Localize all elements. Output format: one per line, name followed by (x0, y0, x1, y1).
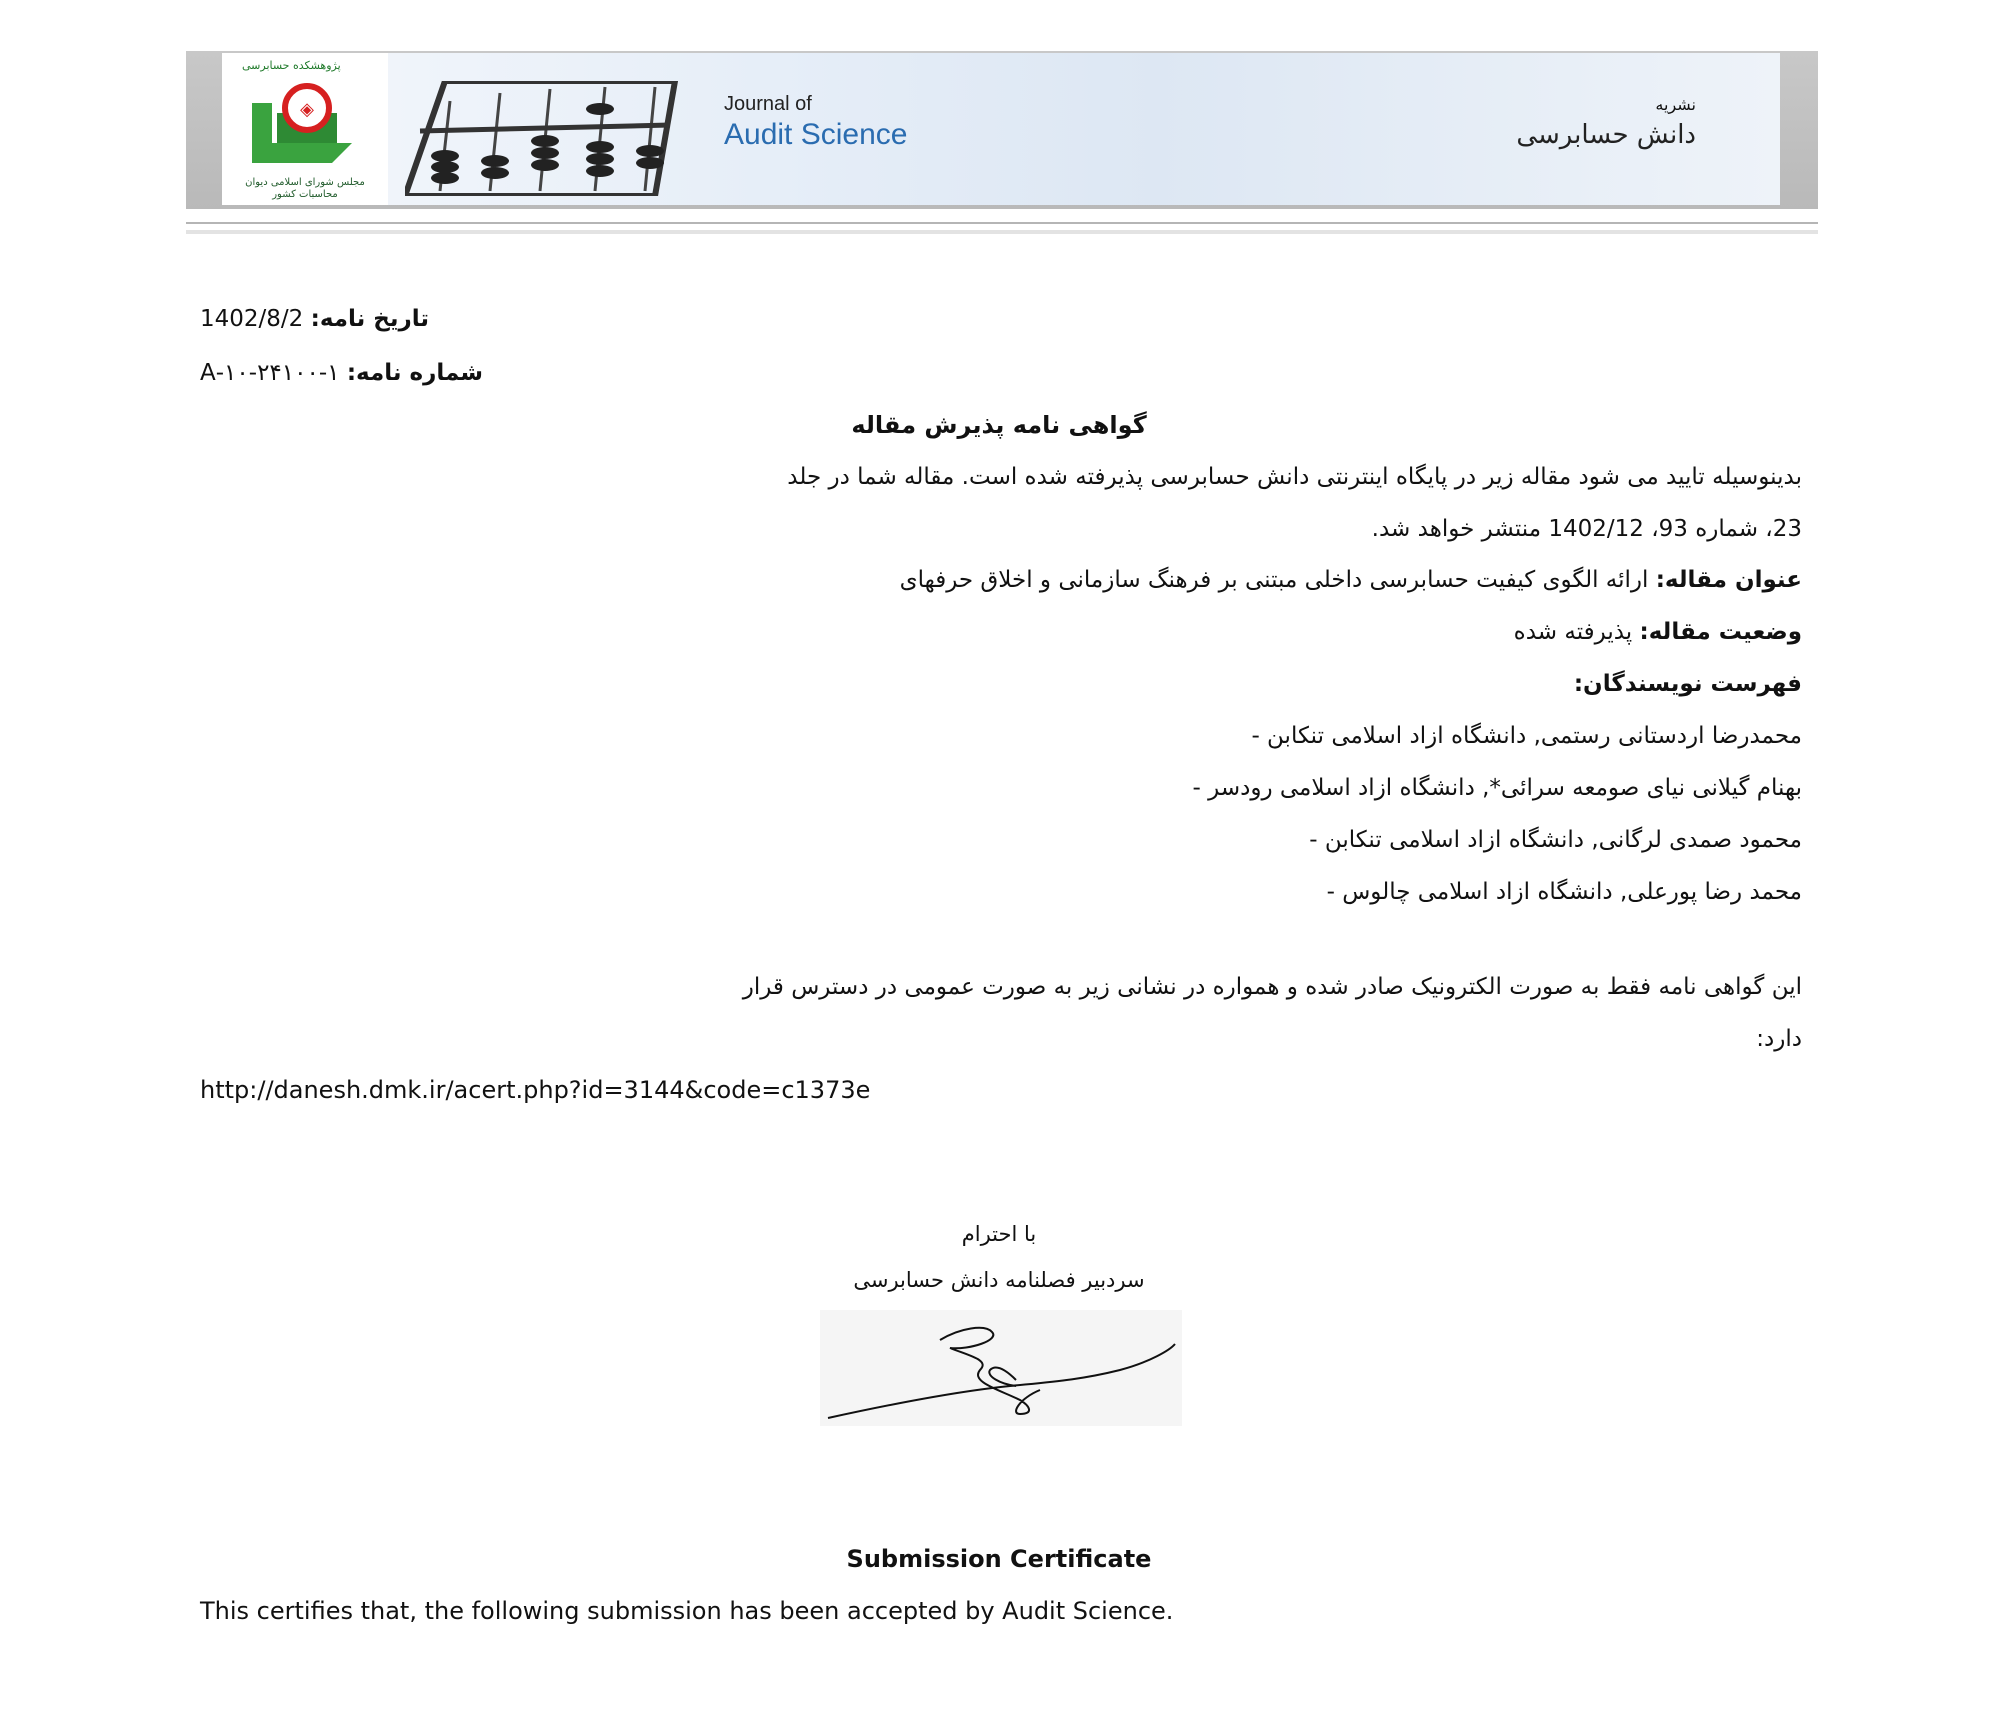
logo-top-text: پژوهشکده حسابرسی (242, 59, 341, 72)
journal-en-line1: Journal of (724, 93, 812, 115)
certificate-url[interactable]: http://danesh.dmk.ir/acert.php?id=3144&code=c1373e (200, 1076, 871, 1104)
journal-logo (222, 53, 388, 205)
notice-line-1: این گواهی نامه فقط به صورت الکترونیک صادر شده و همواره در نشانی زیر به صورت عمومی در دسترس قرار (742, 974, 1802, 1000)
journal-fa-line2: دانش حسابرسی (1516, 120, 1696, 150)
journal-english-name (724, 93, 907, 152)
article-status-value: پذیرفته شده (1513, 619, 1633, 645)
letter-date-label: تاریخ نامه: (310, 306, 430, 332)
signature-icon (820, 1310, 1182, 1426)
article-title-label: عنوان مقاله: (1655, 567, 1802, 593)
letter-date (200, 306, 429, 332)
banner-image (222, 53, 1780, 205)
signature-image (820, 1310, 1182, 1426)
journal-banner (186, 51, 1818, 209)
header-divider (186, 222, 1818, 224)
body-line-2: 23، شماره 93، 1402/12 منتشر خواهد شد. (1371, 516, 1802, 542)
article-title (900, 567, 1802, 593)
header-divider-shadow (186, 230, 1818, 234)
letter-number (200, 360, 483, 386)
closing-text: با احترام (961, 1222, 1037, 1246)
journal-en-line2: Audit Science (724, 118, 908, 151)
svg-text:◈: ◈ (300, 99, 314, 120)
article-status-label: وضعیت مقاله: (1639, 619, 1802, 645)
english-title: Submission Certificate (846, 1545, 1152, 1573)
letter-number-label: شماره نامه: (346, 360, 484, 386)
article-title-value: ارائه الگوی کیفیت حسابرسی داخلی مبتنی بر فرهنگ سازمانی و اخلاق حرفهای (899, 567, 1649, 593)
author-item: محمد رضا پورعلی, دانشگاه ازاد اسلامی چالوس - (1326, 879, 1802, 905)
body-line-1: بدینوسیله تایید می شود مقاله زیر در پایگاه اینترنتی دانش حسابرسی پذیرفته شده است. مقاله شما در جلد (787, 464, 1802, 490)
certificate-title: گواهی نامه پذیرش مقاله (851, 411, 1147, 439)
signer-title: سردبیر فصلنامه دانش حسابرسی (853, 1268, 1145, 1292)
abacus-icon (405, 81, 685, 196)
notice-line-2: دارد: (1756, 1026, 1802, 1052)
author-item: بهنام گیلانی نیای صومعه سرائی*, دانشگاه ازاد اسلامی رودسر - (1192, 775, 1802, 801)
author-item: محمدرضا اردستانی رستمی, دانشگاه ازاد اسلامی تنکابن - (1251, 723, 1802, 749)
journal-persian-name (1516, 95, 1696, 150)
journal-fa-line1: نشریه (1655, 95, 1696, 114)
author-item: محمود صمدی لرگانی, دانشگاه ازاد اسلامی تنکابن - (1309, 827, 1802, 853)
logo-bottom-text: مجلس شورای اسلامی دیوان محاسبات کشور (245, 177, 365, 200)
letter-number-value: ۱-۲۴۱۰۰-۱۰-A (200, 360, 340, 386)
english-body: This certifies that, the following submission has been accepted by Audit Science. (200, 1597, 1174, 1625)
article-status (1514, 619, 1802, 645)
authors-heading: فهرست نویسندگان: (1573, 671, 1802, 697)
letter-date-value: 1402/8/2 (200, 306, 304, 332)
